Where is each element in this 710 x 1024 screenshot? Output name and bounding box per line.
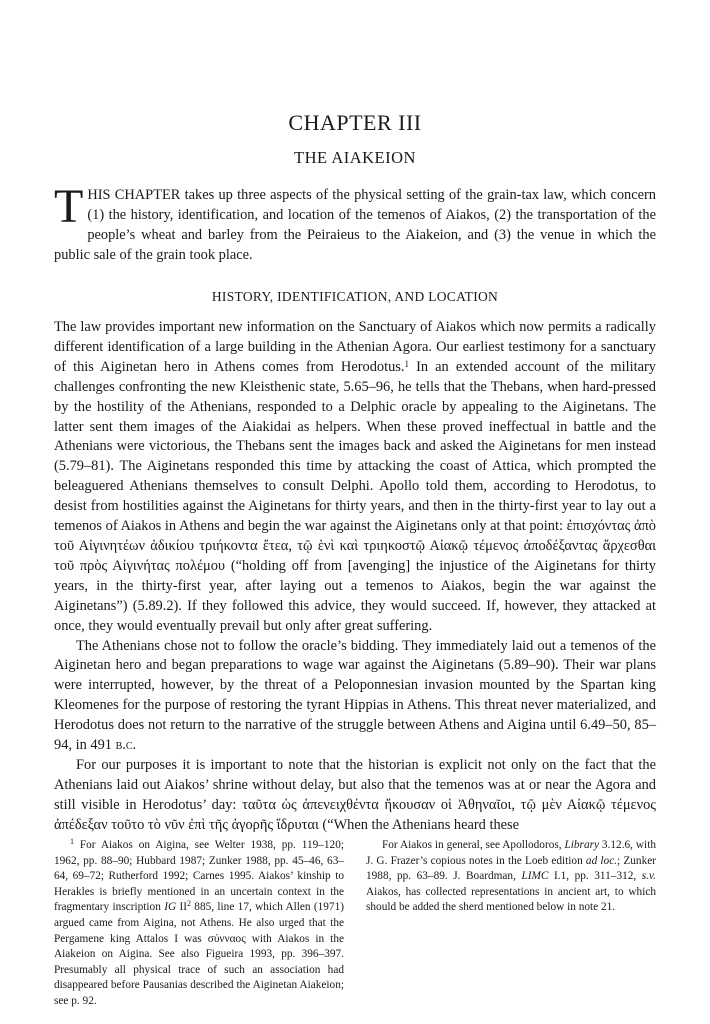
paragraph-2-text: The Athenians chose not to follow the oracle’s bidding. They immediately laid out a temenos of the Aiginetan hero and began preparations to wage war against the Aiginetans (5.89–90). Their war plans were interrupted, however, by the threat of a Peloponnesian invasion mounted by the Spartan king Kleomenes for the purpose of restoring the tyrant Hippias in Athens. This threat never materialized, and Herodotus does not return to the narrative of the struggle between Athens and Aigina until 6.49–50, 85–94, in 491 xyxy=(54,637,656,754)
limc-abbreviation: LIMC xyxy=(521,870,549,883)
sv-abbreviation: s.v. xyxy=(641,870,656,883)
footnote-1 xyxy=(54,838,344,1010)
library-title: Library xyxy=(564,839,600,851)
section-heading: HISTORY, IDENTIFICATION, AND LOCATION xyxy=(211,289,499,304)
inscription-edition: 2 xyxy=(186,899,191,909)
footnote-2-text-d: I.1, pp. 311–312, xyxy=(548,870,642,883)
footnote-1-text-a: For Aiakos on Aigina, see Welter 1938, pp. 119–120; 1962, pp. 88–90; Hubbard 1987; Zunker 1988, pp. 45–46, 63–64, 69–72; Rutherford 1992; Carnes 1995. Aiakos’ kinship to Herakles is briefly mentioned in an uncertain context in the fragmentary inscription xyxy=(54,839,344,914)
ad-loc: ad loc. xyxy=(585,854,618,867)
intro-paragraph xyxy=(54,180,656,265)
chapter-label: CHAPTER III xyxy=(288,110,422,135)
era-abbreviation: b.c. xyxy=(115,737,137,754)
inscription-volume: II xyxy=(176,901,187,914)
footnote-2-text-b: 3.12.6, with J. G. Frazer’s copious notes in the Loeb edition xyxy=(366,839,656,867)
footnote-1-continued xyxy=(366,838,656,916)
footnote-2-text-c: ; Zunker 1988, pp. 63–89. J. Boardman, xyxy=(366,854,657,883)
paragraph-1-part-a: The law provides important new information on the Sanctuary of Aiakos which now permits a radically different identification of a large building in the Athenian Agora. Our earliest testimony for a sanctuary of this Aiginetan hero in Athens comes from Herodotus. xyxy=(54,319,656,375)
paragraph-2 xyxy=(54,637,656,756)
paragraph-1-part-b: In an extended account of the military challenges confronting the new Kleisthenic state, 5.65–96, he tells that the Thebans, when hard-pressed by the hostility of the Athenians, responded to a Delphic oracle by appealing to the Aiginetans. The latter sent them images of the Aiakidai as helpers. When these proved ineffectual in battle and the Athenians were victorious, the Thebans sent the images back and asked the Aiginetans for men instead (5.79–81). The Aiginetans responded this time by attacking the coast of Attica, which prompted the beleaguered Athenians themselves to consult Delphi. Apollo told them, according to Herodotus, to desist from hostilities against the Aiginetans for thirty years, and then in the thirty-first year to lay out a temenos of Aiakos in Athens and begin the war against the Aiginetans only at that point: ἐπισχόντας ἀπὸ τοῦ Αἰγινητέων ἀδικίου τριήκοντα ἔτεα, τῷ ἑνὶ καὶ τριηκοστῷ Αἰακῷ τέμενος ἀποδέξαντας ἄρχεσθαι τοῦ πρὸς Αἰγινήτας πολέμου (“holding off from [avenging] the injustice of the Aiginetans for thirty years, in the thirty-first year, after laying out a temenos to Aiakos, begin the war against the Aiginetans”) (5.89.2). If they followed this advice, they would succeed. If, however, they attacked at once, they would eventually prevail but only after great suffering. xyxy=(54,358,656,634)
chapter-title: THE AIAKEION xyxy=(294,148,416,167)
footnotes-left-column xyxy=(54,838,344,1010)
body-text xyxy=(54,318,656,836)
paragraph-1 xyxy=(54,318,656,637)
footnote-2-text-e: Aiakos, has collected representations in ancient art, to which should be added the sherd mentioned below in note 21. xyxy=(366,885,656,914)
footnote-reference: 1 xyxy=(404,358,409,369)
inscription-corpus: IG xyxy=(164,901,177,914)
intro-lead: HIS CHAPTER xyxy=(87,187,181,203)
footnotes-right-column xyxy=(366,838,656,916)
drop-cap: T xyxy=(54,180,84,233)
footnote-2-text-a: For Aiakos in general, see Apollodoros, xyxy=(382,839,565,851)
intro-text: takes up three aspects of the physical setting of the grain-tax law, which concern (1) the history, identification, and location of the temenos of Aiakos, (2) the transportation of the people’s wheat and barley from the Peiraieus to the Aiakeion, and (3) the venue in which the public sale of the grain took place. xyxy=(54,187,656,263)
paragraph-3: For our purposes it is important to note that the historian is explicit not only on the fact that the Athenians laid out Aiakos’ shrine without delay, but also that the temenos was at or near the Agora and still visible in Herodotus’ day: ταῦτα ὡς ἀπενειχθέντα ἤκουσαν οἱ Ἀθηναῖοι, τῷ μὲν Αἰακῷ τέμενος ἀπέδεξαν τοῦτο τὸ νῦν ἐπὶ τῆς ἀγορῆς ἵδρυται (“When the Athenians heard these xyxy=(54,756,656,833)
footnote-1-text-b: 885, line 17, which Allen (1971) argued came from Aigina, not Athens. He also urged that the Pergamene king Attalos I was σύνναος with Aiakos in the Aiakeion on Aigina. See also Figueira 1993, pp. 396–397. Presumably all physical trace of such an association had disappeared before Pausanias described the Aiginetan Aiakeion; see p. 92. xyxy=(54,901,344,1007)
footnote-number: 1 xyxy=(70,837,74,846)
